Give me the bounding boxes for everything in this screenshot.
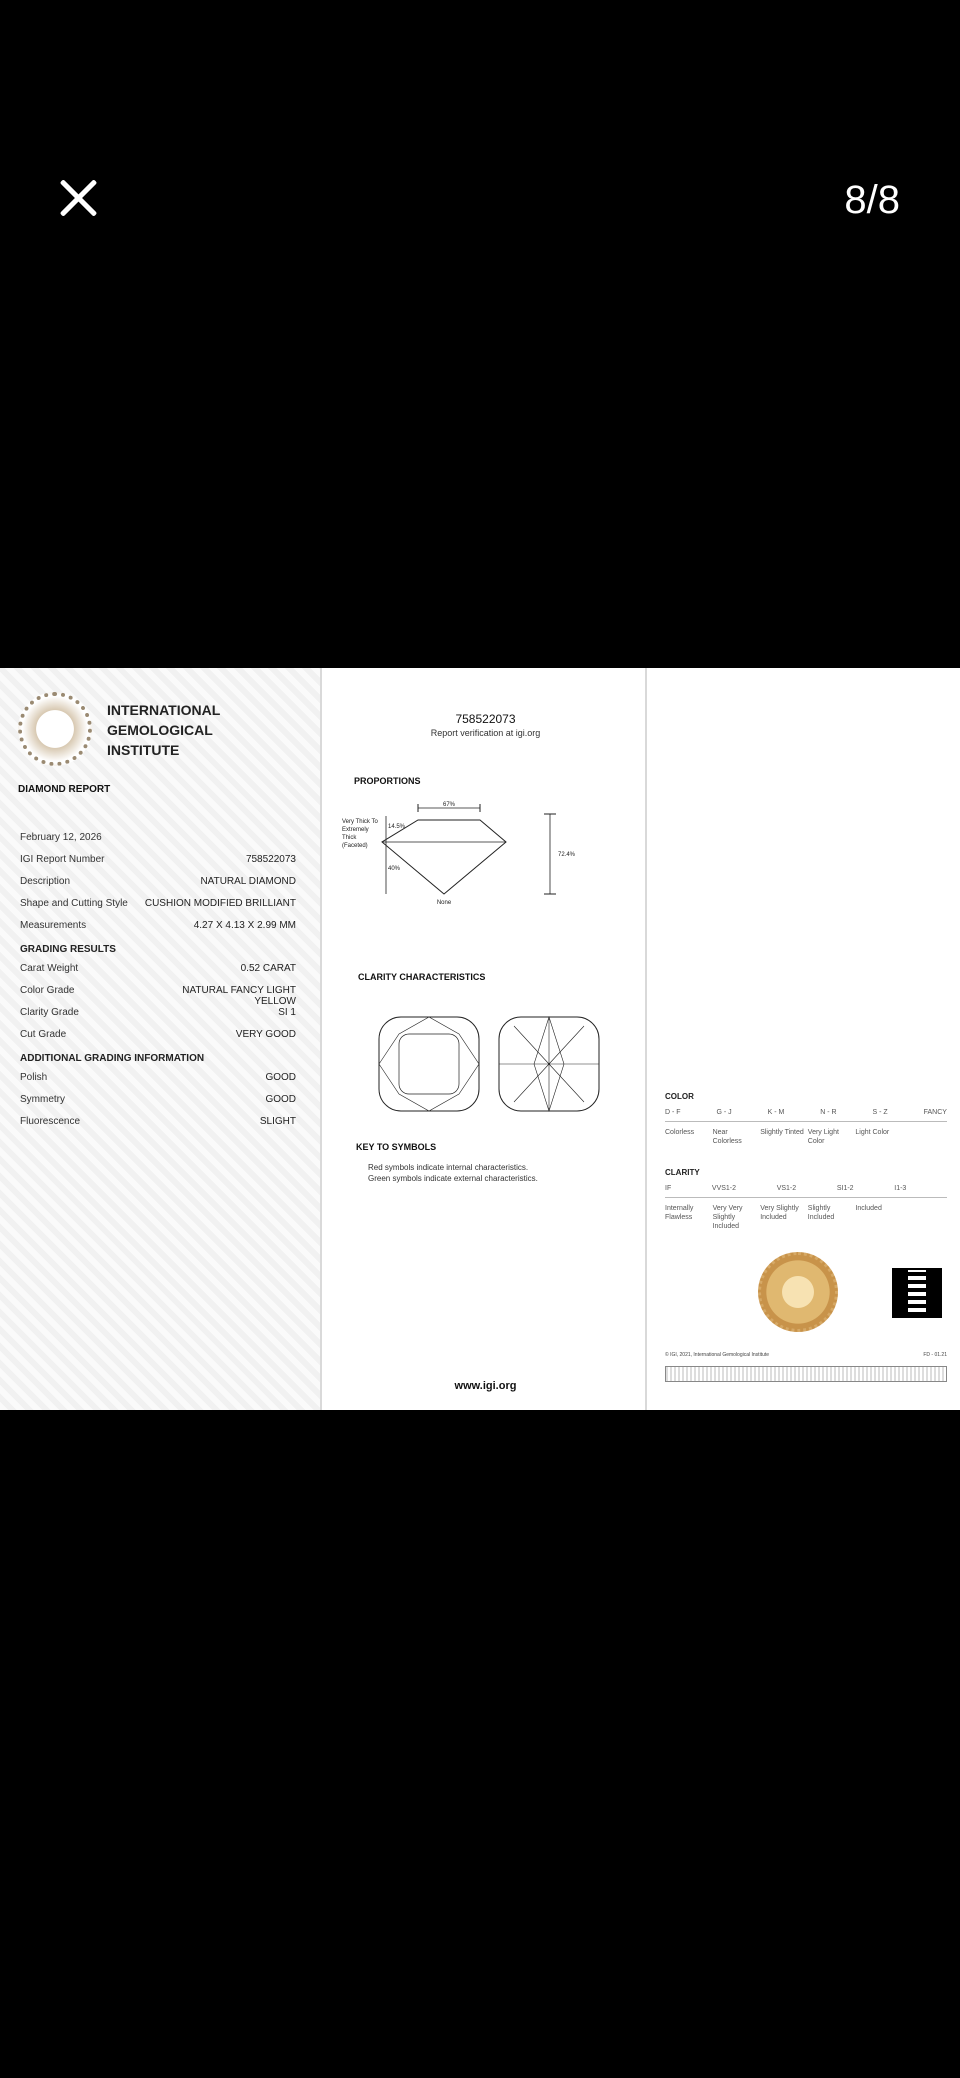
close-button[interactable] <box>56 176 100 220</box>
website-link: www.igi.org <box>454 1380 517 1392</box>
report-details <box>20 832 296 1138</box>
additional-row: Symmetry GOOD <box>20 1094 296 1105</box>
report-right-panel <box>647 668 960 1410</box>
clarity-plot-bottom-icon <box>496 1014 602 1114</box>
proportions-title: PROPORTIONS <box>354 776 421 786</box>
pavilion-percent: 40% <box>388 866 401 872</box>
detail-row: Description NATURAL DIAMOND <box>20 876 296 887</box>
detail-row: Shape and Cutting Style CUSHION MODIFIED BRILLIANT <box>20 898 296 909</box>
copyright-line: © IGI, 2021, International Gemological Institute FD - 01.21 <box>665 1352 947 1358</box>
security-strip <box>665 1366 947 1382</box>
additional-row: Polish GOOD <box>20 1072 296 1083</box>
additional-row: Fluorescence SLIGHT <box>20 1116 296 1127</box>
grading-row: Clarity Grade SI 1 <box>20 1007 296 1018</box>
report-image <box>0 668 960 1410</box>
clarity-scale: CLARITY IF VVS1-2 VS1-2 SI1-2 I1-3 Internally Flawless Very Very Slightly Included Very Slightly Included Slightly Included Included <box>665 1168 947 1231</box>
proportions-diagram <box>342 798 632 908</box>
qr-code-icon <box>892 1268 942 1318</box>
gold-seal-icon <box>758 1252 838 1332</box>
detail-row: Measurements 4.27 X 4.13 X 2.99 MM <box>20 920 296 931</box>
clarity-plot-top-icon <box>376 1014 482 1114</box>
depth-percent: 72.4% <box>558 852 576 858</box>
girdle-label: Very Thick To Extremely Thick (Faceted) <box>342 819 378 849</box>
color-scale: COLOR D - F G - J K - M N - R S - Z FANCY Colorless Near Colorless Slightly Tinted Very Light Color Light Color <box>665 1092 947 1145</box>
detail-row: IGI Report Number 758522073 <box>20 854 296 865</box>
culet-label: None <box>436 900 452 906</box>
clarity-characteristics-title: CLARITY CHARACTERISTICS <box>358 972 486 982</box>
grading-row: Color Grade NATURAL FANCY LIGHT YELLOW <box>20 985 296 1007</box>
report-number: 758522073 <box>455 712 516 726</box>
grading-row: Carat Weight 0.52 CARAT <box>20 963 296 974</box>
crown-percent: 14.5% <box>388 824 406 830</box>
additional-info-title: ADDITIONAL GRADING INFORMATION <box>20 1053 205 1064</box>
report-middle-panel <box>320 668 647 1410</box>
report-title: DIAMOND REPORT <box>18 784 111 795</box>
institute-name: INTERNATIONAL GEMOLOGICAL INSTITUTE <box>107 702 221 758</box>
image-counter: 8/8 <box>844 178 900 222</box>
key-to-symbols-text: Red symbols indicate internal characteristics. Green symbols indicate external characteristics. <box>368 1163 538 1183</box>
grading-results-title: GRADING RESULTS <box>20 944 116 955</box>
key-to-symbols-title: KEY TO SYMBOLS <box>356 1142 437 1152</box>
verification-note: Report verification at igi.org <box>430 728 541 738</box>
table-percent: 67% <box>442 802 456 808</box>
report-date: February 12, 2026 <box>20 832 102 843</box>
report-left-panel <box>0 668 320 1410</box>
igi-seal-icon <box>18 692 92 766</box>
grading-row: Cut Grade VERY GOOD <box>20 1029 296 1040</box>
